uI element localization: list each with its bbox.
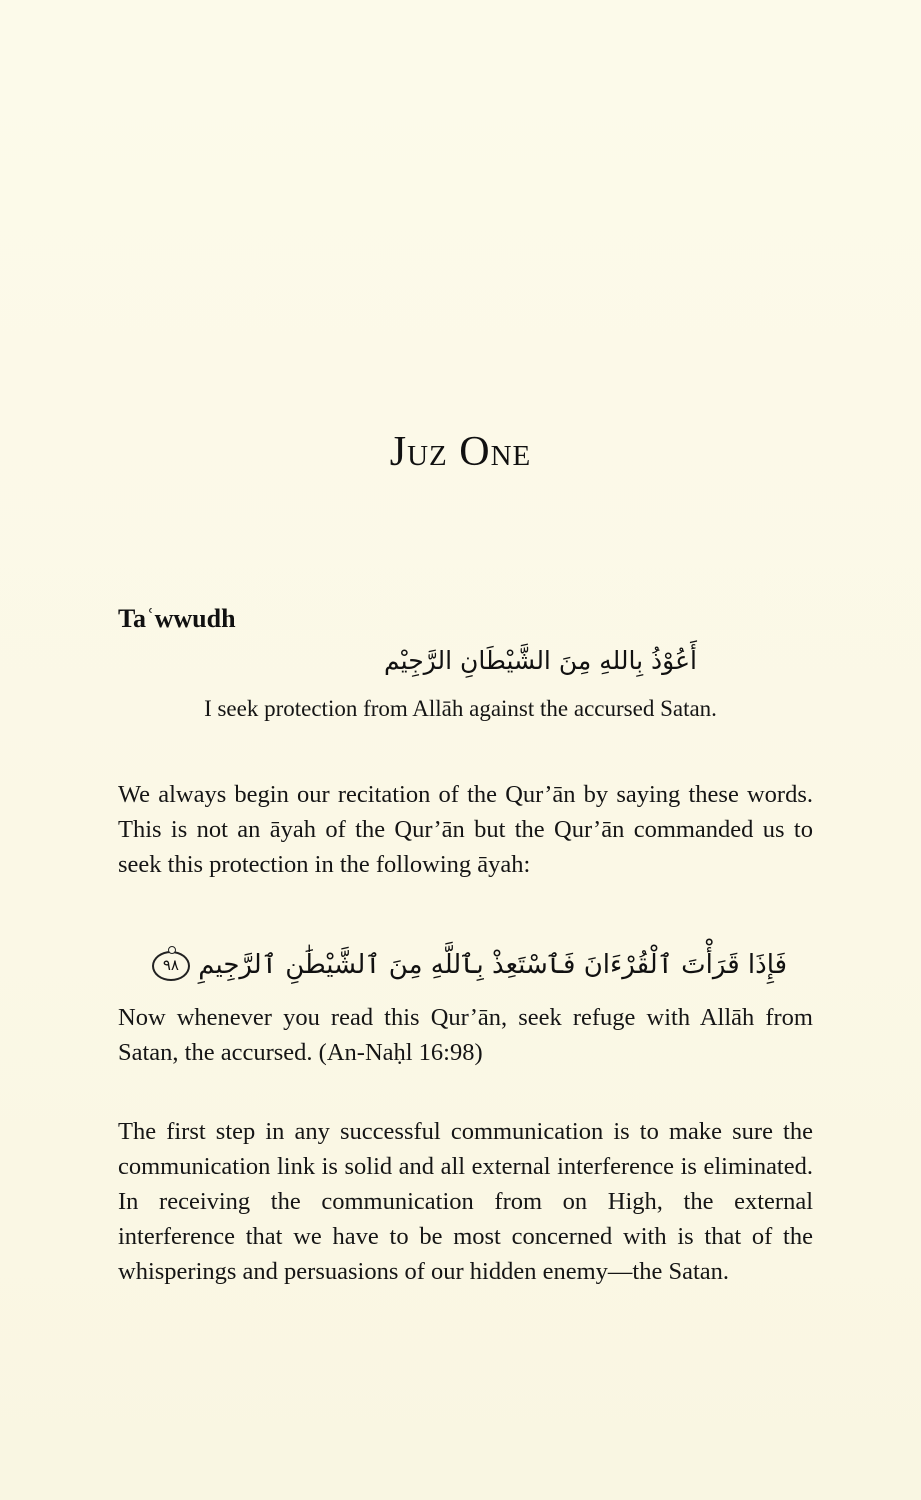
taawwudh-translation: I seek protection from Allāh against the accursed Satan.: [204, 696, 717, 721]
body-paragraph: The first step in any successful communication is to make sure the communication link is solid and all external interference is eliminated. In receiving the communication from on High, the external interference that we have to be most concerned with is that of the whisperings and persuasions of our hidden enemy—the Satan.: [118, 1118, 813, 1285]
taawwudh-arabic: أَعُوْذُ بِاللهِ مِنَ الشَّيْطَانِ الرَّجِيْم: [384, 646, 697, 675]
ayah-number-marker: ٩٨: [152, 951, 190, 981]
chapter-title: Juz One: [389, 429, 532, 475]
verse-translation: Now whenever you read this Qur’ān, seek refuge with Allāh from Satan, the accursed. (An-Naḥl 16:98): [118, 1004, 813, 1066]
verse-arabic-line: [118, 950, 813, 981]
verse-arabic: فَإِذَا قَرَأْتَ ٱلْقُرْءَانَ فَٱسْتَعِذْ بِٱللَّهِ مِنَ ٱلشَّيْطَٰنِ ٱلرَّجِيمِ: [198, 950, 788, 980]
intro-paragraph: We always begin our recitation of the Qur’ān by saying these words. This is not an āyah of the Qur’ān but the Qur’ān commanded us to seek this protection in the following āyah:: [118, 781, 813, 878]
section-heading-taawwudh: Taʿwwudh: [118, 604, 236, 633]
